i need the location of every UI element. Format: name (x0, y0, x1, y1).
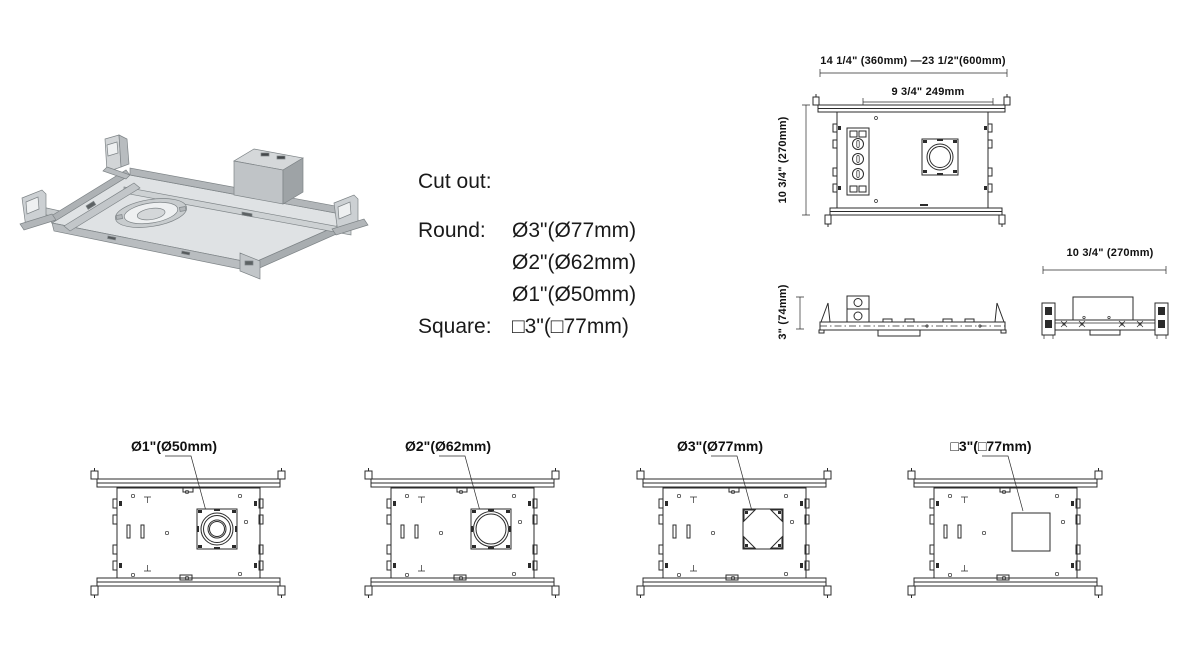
cutout-title: Cut out: (418, 170, 492, 193)
bottom-view-label: Ø2"(Ø62mm) (405, 438, 491, 454)
cutout-square-label: Square: (418, 315, 492, 338)
bottom-view-label: Ø3"(Ø77mm) (677, 438, 763, 454)
cutout-round-row-2 (418, 247, 718, 279)
cutout-round-row-1 (418, 215, 718, 247)
cutout-round-value-2in: Ø2"(Ø62mm) (512, 251, 637, 274)
side-view-drawing (1025, 243, 1195, 353)
dim-height: 10 3/4" (270mm) (777, 116, 789, 204)
bottom-view-round-3in (634, 426, 834, 606)
cutout-round-value-3in: Ø3"(Ø77mm) (512, 219, 637, 242)
cutout-square-value: □3"(□77mm) (512, 315, 629, 338)
bottom-view-round-2in (362, 426, 562, 606)
cutout-spec-block (418, 170, 718, 343)
cutout-round-label: Round: (418, 219, 486, 242)
bottom-view-label: □3"(□77mm) (950, 438, 1032, 454)
dim-inner-width: 9 3/4" 249mm (891, 86, 965, 98)
top-view-drawing (770, 38, 1030, 243)
cutout-round-row-3 (418, 279, 718, 311)
cutout-square-row (418, 311, 718, 343)
dim-width-range: 14 1/4" (360mm) —23 1/2"(600mm) (820, 55, 1006, 67)
bottom-view-square-3in (905, 426, 1105, 606)
dim-front-height: 3" (74mm) (777, 284, 789, 340)
front-view-drawing (775, 240, 1025, 365)
bottom-view-label: Ø1"(Ø50mm) (131, 438, 217, 454)
isometric-view (12, 112, 387, 312)
cutout-round-value-1in: Ø1"(Ø50mm) (512, 283, 637, 306)
dim-side-width: 10 3/4" (270mm) (1066, 247, 1154, 259)
bottom-view-round-1in (88, 426, 288, 606)
